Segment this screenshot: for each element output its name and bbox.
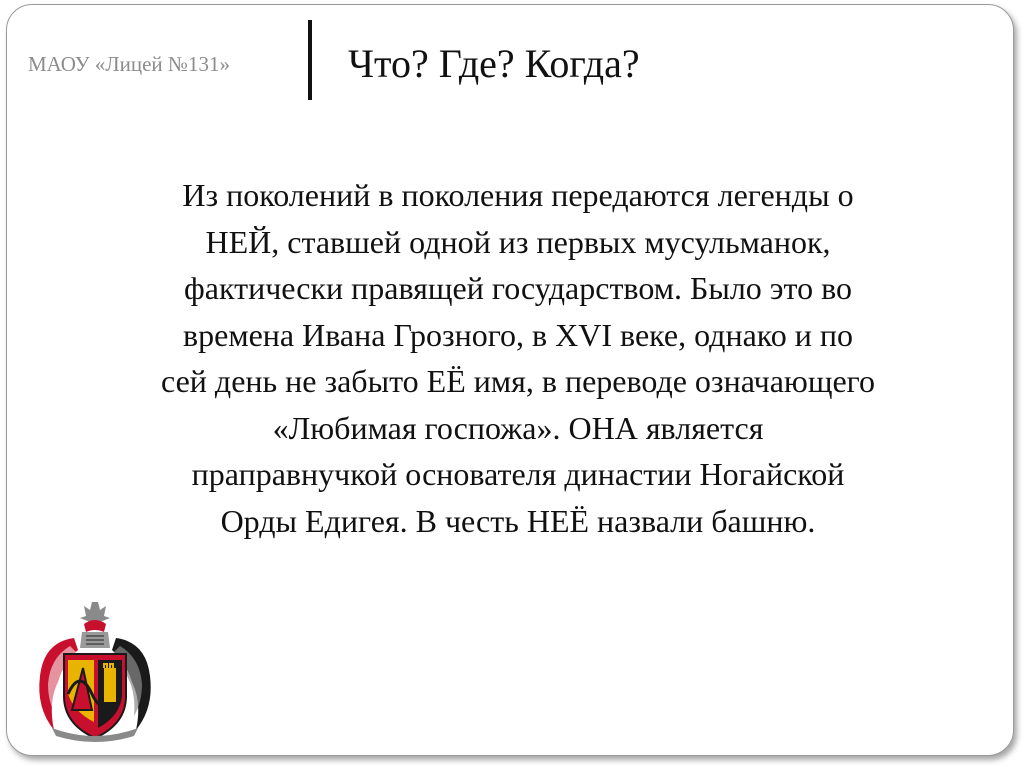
school-name: МАОУ «Лицей №131» xyxy=(28,52,230,76)
body-line: Из поколений в поколения передаются легенды о xyxy=(182,177,854,213)
body-text xyxy=(90,172,946,544)
body-line: Орды Едигея. В честь НЕЁ назвали башню. xyxy=(220,502,816,539)
body-line: НЕЙ, ставшей одной из первых мусульманок, xyxy=(205,223,831,260)
slide-title: Что? Где? Когда? xyxy=(348,41,640,86)
body-line: сей день не забыто ЕЁ имя, в переводе означающего xyxy=(161,363,875,399)
body-line: «Любимая госпожа». ОНА является xyxy=(272,409,764,446)
title-divider xyxy=(308,20,312,100)
body-line: фактически правящей государством. Было это во xyxy=(184,270,852,306)
coat-of-arms-icon xyxy=(34,598,156,744)
body-line: времена Ивана Грозного, в XVI веке, однако и по xyxy=(183,316,853,353)
body-line: праправнучкой основателя династии Ногайской xyxy=(191,456,845,492)
